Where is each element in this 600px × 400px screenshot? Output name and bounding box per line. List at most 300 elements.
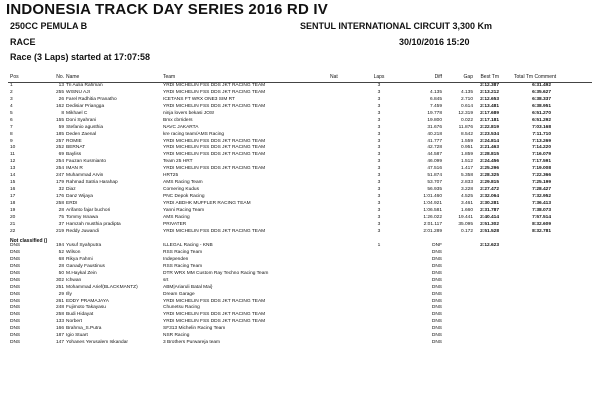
table-row: [0, 83, 600, 90]
cell-pos: DNS: [10, 256, 21, 262]
cell-gap: 12.319: [458, 110, 473, 116]
cell-best: 2:29.815: [480, 180, 499, 186]
cell-laps: 3: [377, 194, 381, 199]
col-best: Best Tm: [480, 74, 499, 80]
table-row: [0, 257, 600, 264]
cell-no: 194: [55, 243, 64, 248]
cell-pos: 19: [10, 207, 16, 213]
cell-diff: 56.935: [427, 187, 442, 193]
cell-diff: 44.587: [427, 152, 442, 158]
cell-best: 2:17.181: [480, 117, 499, 123]
race-start-info: Race (3 Laps) started at 17:07:58: [10, 52, 151, 62]
cell-team: YRDI MICHELIN FSS DDS JKT RACING TEAM: [163, 228, 266, 234]
cell-no: 147: [55, 340, 64, 346]
cell-diff: DNS: [431, 298, 442, 304]
cell-name: Mohammad Arief(BLACKMANTZ): [66, 284, 138, 290]
cell-no: 185: [55, 131, 64, 137]
cell-no: 155: [55, 117, 64, 123]
cell-no: 37: [58, 221, 64, 227]
cell-total: 7:25.199: [532, 180, 551, 186]
cell-name: Brahma_S.Putra: [66, 326, 102, 332]
cell-laps: 3: [377, 131, 381, 137]
cell-diff: 1:06.581: [423, 207, 442, 213]
class-name: 250CC PEMULA B: [10, 21, 88, 31]
cell-name: EDDY PRAMAJAYA: [66, 298, 109, 304]
cell-gap: 0.951: [460, 145, 473, 151]
cell-pos: DNS: [10, 305, 21, 311]
cell-pos: 2: [10, 89, 13, 95]
cell-diff: DNS: [431, 312, 442, 318]
cell-no: 68: [58, 256, 64, 262]
cell-total: 7:32.952: [532, 194, 551, 199]
cell-diff: 7.459: [429, 103, 442, 109]
cell-team: YRDI MICHELIN FSS DDS JKT RACING TEAM: [163, 152, 266, 158]
table-row: [0, 104, 600, 111]
cell-total: 7:36.413: [532, 200, 551, 206]
cell-pos: 13: [10, 166, 16, 172]
cell-team: ILLEGAL Racing - KNB: [163, 243, 213, 248]
cell-name: Bayliss: [66, 152, 82, 158]
cell-no: 8: [61, 110, 64, 116]
cell-name: Norbert: [66, 319, 82, 325]
cell-laps: 3: [377, 180, 381, 186]
cell-name: Budi Hidayat: [66, 312, 94, 318]
cell-gap: 2.710: [460, 96, 473, 102]
cell-total: 8:32.609: [532, 221, 551, 227]
col-gap: Gap: [463, 74, 473, 80]
table-row: [0, 278, 600, 285]
cell-team: RSS Racing Team: [163, 263, 203, 269]
cell-team: Yanni Racing Team: [163, 207, 205, 213]
cell-best: 2:24.814: [480, 138, 499, 144]
cell-diff: DNF: [432, 243, 442, 248]
cell-pos: 7: [10, 124, 13, 130]
cell-no: 166: [55, 326, 64, 332]
cell-team: Dream Garage: [163, 291, 195, 297]
cell-pos: 17: [10, 194, 16, 199]
cell-team: YRDI MICHELIN FSS DDS JKT RACING TEAM: [163, 312, 266, 318]
cell-diff: DNS: [431, 319, 442, 325]
cell-diff: DNS: [431, 305, 442, 311]
cell-team: YRDI MICHELIN FSS DDS JKT RACING TEAM: [163, 89, 266, 95]
cell-laps: 3: [377, 89, 381, 95]
table-row: [0, 222, 600, 229]
cell-best: 2:12.387: [480, 83, 499, 88]
cell-total: 6:51.270: [532, 110, 551, 116]
cell-gap: 1.512: [460, 159, 473, 165]
cell-no: 75: [58, 214, 64, 220]
table-row: [0, 250, 600, 257]
cell-name: Arifanto fajar buchori: [66, 207, 111, 213]
col-laps: Laps: [373, 74, 385, 80]
cell-no: 219: [55, 228, 64, 234]
table-row: [0, 201, 600, 208]
cell-best: 2:51.528: [480, 228, 499, 234]
cell-total: 7:03.168: [532, 124, 551, 130]
cell-gap: 11.876: [458, 124, 473, 130]
cell-team: AMS Racing: [163, 214, 190, 220]
cell-gap: 4.525: [460, 194, 473, 199]
cell-name: Ganady Faustinus: [66, 263, 105, 269]
cell-name: Deden Zaenal: [66, 131, 97, 137]
cell-name: Wilson: [66, 249, 81, 255]
cell-pos: 3: [10, 96, 13, 102]
table-header: [0, 74, 600, 82]
cell-best: 2:13.212: [480, 89, 499, 95]
cell-pos: DNS: [10, 277, 21, 283]
cell-no: 69: [58, 152, 64, 158]
cell-no: 257: [55, 138, 64, 144]
cell-laps: 3: [377, 110, 381, 116]
event-title: INDONESIA TRACK DAY SERIES 2016 RD IV: [6, 1, 328, 18]
cell-name: Rikya Fahmi: [66, 256, 93, 262]
cell-total: 8:32.781: [532, 228, 551, 234]
cell-best: 2:27.472: [480, 187, 499, 193]
table-row: [0, 118, 600, 125]
cell-team: SF313 Michelin Racing Team: [163, 326, 226, 332]
cell-no: 133: [55, 319, 64, 325]
cell-pos: DNS: [10, 340, 21, 346]
cell-team: YRDI MICHELIN FSS DDS JKT RACING TEAM: [163, 83, 266, 88]
cell-gap: 1.417: [460, 166, 473, 172]
col-diff: Diff: [434, 74, 442, 80]
cell-pos: DNS: [10, 263, 21, 269]
cell-name: Diaz: [66, 187, 76, 193]
cell-total: 7:16.079: [532, 152, 551, 158]
cell-no: 302: [55, 277, 64, 283]
cell-diff: DNS: [431, 291, 442, 297]
cell-no: 258: [55, 312, 64, 318]
cell-best: 2:12.653: [480, 96, 499, 102]
table-row: [0, 159, 600, 166]
cell-team: ICETANS FT WRX ONE3 SIM RT: [163, 96, 235, 102]
cell-team: ninja lovers bekasi JOS!: [163, 110, 215, 116]
cell-diff: DNS: [431, 340, 442, 346]
cell-gap: 1.859: [460, 152, 473, 158]
cell-pos: DNS: [10, 243, 21, 248]
cell-name: Reddy Juwandi: [66, 228, 99, 234]
cell-pos: 4: [10, 103, 13, 109]
cell-name: IMAN R: [66, 166, 83, 172]
not-classified-results: [0, 243, 600, 347]
cell-diff: DNS: [431, 326, 442, 332]
cell-laps: 3: [377, 138, 381, 144]
cell-best: 2:22.819: [480, 124, 499, 130]
cell-laps: 3: [377, 207, 381, 213]
cell-diff: 19.800: [427, 117, 442, 123]
cell-team: ABM|Ariaruli Batal Mai}: [163, 284, 213, 290]
cell-diff: DNS: [431, 270, 442, 276]
cell-laps: 3: [377, 83, 381, 88]
cell-name: WISNU AJI: [66, 89, 90, 95]
cell-total: 7:38.073: [532, 207, 551, 213]
cell-total: 7:14.220: [532, 145, 551, 151]
cell-laps: 3: [377, 200, 381, 206]
cell-team: Chunetsu Racing: [163, 305, 200, 311]
cell-diff: DNS: [431, 256, 442, 262]
cell-team: Team 25 HRT: [163, 159, 193, 165]
cell-no: 255: [55, 89, 64, 95]
table-row: [0, 229, 600, 236]
cell-best: 2:25.296: [480, 166, 499, 172]
cell-no: 29: [58, 291, 64, 297]
table-row: [0, 312, 600, 319]
cell-no: 254: [55, 166, 64, 172]
cell-diff: 2:01.289: [423, 228, 442, 234]
cell-name: Muhammad Arvin: [66, 173, 104, 179]
cell-diff: DNS: [431, 263, 442, 269]
cell-pos: 11: [10, 152, 15, 158]
cell-pos: 20: [10, 214, 16, 220]
cell-team: NAVC JAKARTA: [163, 124, 199, 130]
col-name: Name: [66, 74, 80, 80]
cell-no: 187: [55, 333, 64, 339]
cell-diff: 41.777: [427, 138, 442, 144]
table-row: [0, 285, 600, 292]
cell-team: Cornering Kudus: [163, 187, 199, 193]
cell-pos: DNS: [10, 312, 21, 318]
cell-diff: 6.845: [429, 96, 442, 102]
cell-diff: 42.728: [427, 145, 442, 151]
cell-gap: 0.172: [460, 228, 473, 234]
cell-gap: 2.833: [460, 180, 473, 186]
cell-no: 32: [58, 187, 64, 193]
cell-best: 2:28.325: [480, 173, 499, 179]
cell-gap: 8.542: [460, 131, 473, 137]
cell-no: 251: [55, 284, 64, 290]
cell-diff: 46.099: [427, 159, 442, 165]
cell-laps: 3: [377, 152, 381, 158]
cell-gap: 4.135: [460, 89, 473, 95]
not-classified-label: Not classified (): [10, 238, 48, 244]
cell-no: 26: [58, 96, 64, 102]
cell-team: PNC Depok Racing: [163, 194, 205, 199]
table-row: [0, 125, 600, 132]
cell-laps: 3: [377, 124, 381, 130]
cell-name: Farel Radhitia Pranatho: [66, 96, 117, 102]
cell-pos: DNS: [10, 333, 21, 339]
cell-laps: 3: [377, 159, 381, 165]
cell-best: 2:40.414: [480, 214, 499, 220]
cell-team: Independen: [163, 256, 189, 262]
cell-best: 2:12.623: [480, 243, 499, 248]
table-row: [0, 271, 600, 278]
cell-name: Hamzah musthia pradipta: [66, 221, 121, 227]
table-row: [0, 132, 600, 139]
cell-no: 254: [55, 159, 64, 165]
col-pos: Pos: [10, 74, 19, 80]
cell-best: 2:28.815: [480, 152, 499, 158]
col-no: No.: [56, 74, 64, 80]
cell-name: BERNAT: [66, 145, 86, 151]
cell-name: Illy: [66, 291, 72, 297]
cell-total: 6:38.337: [532, 96, 551, 102]
cell-team: PRIVATER: [163, 221, 187, 227]
cell-no: 252: [55, 145, 64, 151]
cell-total: 6:38.951: [532, 103, 551, 109]
cell-team: YRDI MICHELIN FSS DDS JKT RACING TEAM: [163, 166, 266, 172]
cell-name: Mikhael C: [66, 110, 88, 116]
cell-pos: DNS: [10, 270, 21, 276]
cell-laps: 3: [377, 117, 381, 123]
cell-diff: 19.778: [427, 110, 442, 116]
cell-laps: 3: [377, 166, 381, 172]
session-datetime: 30/10/2016 15:20: [399, 37, 470, 47]
cell-total: 7:13.269: [532, 138, 551, 144]
table-row: [0, 215, 600, 222]
cell-laps: 3: [377, 145, 381, 151]
cell-best: 2:17.689: [480, 110, 499, 116]
cell-best: 2:24.456: [480, 159, 499, 165]
table-row: [0, 194, 600, 201]
cell-pos: 18: [10, 200, 16, 206]
cell-best: 2:51.302: [480, 221, 499, 227]
cell-team: YRDI MICHELIN FSS DDS JKT RACING TEAM: [163, 145, 266, 151]
cell-no: 50: [58, 270, 64, 276]
cell-no: 13: [58, 83, 64, 88]
cell-team: YRDI MICHELIN FSS DDS JKT RACING TEAM: [163, 298, 266, 304]
cell-pos: 10: [10, 145, 16, 151]
cell-pos: DNS: [10, 249, 21, 255]
cell-no: 261: [55, 298, 64, 304]
classified-results: [0, 83, 600, 236]
col-team: Team: [163, 74, 176, 80]
cell-pos: 8: [10, 131, 13, 137]
cell-name: Stefanio agusthia: [66, 124, 104, 130]
cell-laps: 3: [377, 228, 381, 234]
cell-no: 176: [55, 194, 64, 199]
table-row: [0, 97, 600, 104]
cell-name: Fujimoto Takayasu: [66, 305, 106, 311]
cell-pos: 16: [10, 187, 16, 193]
col-total: Total Tm Comment: [514, 74, 557, 80]
table-row: [0, 90, 600, 97]
table-row: [0, 340, 600, 347]
cell-pos: DNS: [10, 291, 21, 297]
cell-diff: 51.874: [427, 173, 442, 179]
cell-diff: 31.676: [427, 124, 442, 130]
cell-team: YRDI MICHELIN FSS DDS JKT RACING TEAM: [163, 319, 266, 325]
cell-gap: 1.660: [460, 207, 473, 213]
cell-total: 7:28.427: [532, 187, 551, 193]
cell-gap: 1.559: [460, 138, 473, 144]
cell-name: Rahmad Satria Harahap: [66, 180, 118, 186]
cell-laps: 3: [377, 221, 381, 227]
cell-pos: DNS: [10, 326, 21, 332]
cell-name: M.Haykal Zein: [66, 270, 97, 276]
cell-gap: 19.441: [458, 214, 473, 220]
cell-name: Igio Stuart: [66, 333, 88, 339]
table-row: [0, 139, 600, 146]
cell-pos: DNS: [10, 284, 21, 290]
cell-team: 3 Brothers Purwareja team: [163, 340, 221, 346]
cell-pos: 12: [10, 159, 16, 165]
cell-no: 247: [55, 173, 64, 179]
cell-pos: DNS: [10, 319, 21, 325]
cell-no: 248: [55, 305, 64, 311]
cell-no: 59: [58, 124, 64, 130]
cell-best: 2:13.481: [480, 103, 499, 109]
cell-total: 6:31.492: [532, 83, 551, 88]
table-row: [0, 292, 600, 299]
cell-total: 7:19.008: [532, 166, 551, 172]
table-row: [0, 145, 600, 152]
cell-total: 7:57.514: [532, 214, 551, 220]
cell-name: Doni Syahrani: [66, 117, 97, 123]
cell-total: 6:35.627: [532, 89, 551, 95]
cell-best: 2:31.787: [480, 207, 499, 213]
cell-diff: 1:04.921: [423, 200, 442, 206]
table-row: [0, 111, 600, 118]
cell-pos: 15: [10, 180, 16, 186]
cell-name: Danz Wijaya: [66, 194, 93, 199]
cell-no: 52: [58, 249, 64, 255]
cell-pos: 21: [10, 221, 16, 227]
cell-team: YRDI MICHELIN FSS DDS JKT RACING TEAM: [163, 138, 266, 144]
cell-team: kre racing team/AMS Racing: [163, 131, 225, 137]
cell-no: 28: [58, 263, 64, 269]
cell-diff: 2:01.117: [423, 221, 442, 227]
cell-pos: 9: [10, 138, 13, 144]
cell-gap: 5.358: [460, 173, 473, 179]
cell-diff: 1:01.460: [423, 194, 442, 199]
cell-pos: 22: [10, 228, 16, 234]
cell-team: YRDI ABDHK MUFFLER RACING TEAM: [163, 200, 251, 206]
table-row: [0, 243, 600, 250]
cell-diff: 4.135: [429, 89, 442, 95]
cell-name: Tri Aulia Rahman: [66, 83, 103, 88]
cell-name: ROMIE: [66, 138, 82, 144]
cell-name: Yohanes Yerusalem Iskandar: [66, 340, 128, 346]
cell-pos: DNS: [10, 298, 21, 304]
cell-laps: 3: [377, 214, 381, 220]
session-label: RACE: [10, 37, 36, 47]
col-nat: Nat: [330, 74, 338, 80]
cell-name: Ichwan: [66, 277, 82, 283]
cell-laps: 3: [377, 96, 381, 102]
circuit-name: SENTUL INTERNATIONAL CIRCUIT 3,300 Km: [300, 21, 493, 31]
table-row: [0, 326, 600, 333]
cell-name: Dedisiar Priangga: [66, 103, 105, 109]
cell-pos: 1: [10, 83, 13, 88]
cell-laps: 3: [377, 103, 381, 109]
cell-team: srt: [163, 277, 169, 283]
cell-total: 7:22.366: [532, 173, 551, 179]
cell-diff: DNS: [431, 249, 442, 255]
cell-no: 28: [58, 207, 64, 213]
cell-best: 2:23.534: [480, 131, 499, 137]
cell-name: Tommy Isnawa: [66, 214, 98, 220]
cell-team: Bmx cbrriders: [163, 117, 193, 123]
table-row: [0, 180, 600, 187]
cell-diff: DNS: [431, 277, 442, 283]
cell-laps: 1: [377, 243, 381, 248]
cell-no: 258: [55, 200, 64, 206]
cell-gap: 0.614: [460, 103, 473, 109]
cell-gap: 35.095: [458, 221, 473, 227]
cell-total: 6:51.292: [532, 117, 551, 123]
cell-team: RSS Racing Team: [163, 249, 203, 255]
cell-diff: 40.218: [427, 131, 442, 137]
cell-team: DTR WRX MM Custom Ray Techno Racing Team: [163, 270, 269, 276]
cell-gap: 3.461: [460, 200, 473, 206]
cell-team: HRT25: [163, 173, 179, 179]
cell-total: 7:17.591: [532, 159, 551, 165]
cell-no: 179: [55, 180, 64, 186]
cell-gap: 3.228: [460, 187, 473, 193]
cell-laps: 3: [377, 187, 381, 193]
cell-diff: DNS: [431, 333, 442, 339]
